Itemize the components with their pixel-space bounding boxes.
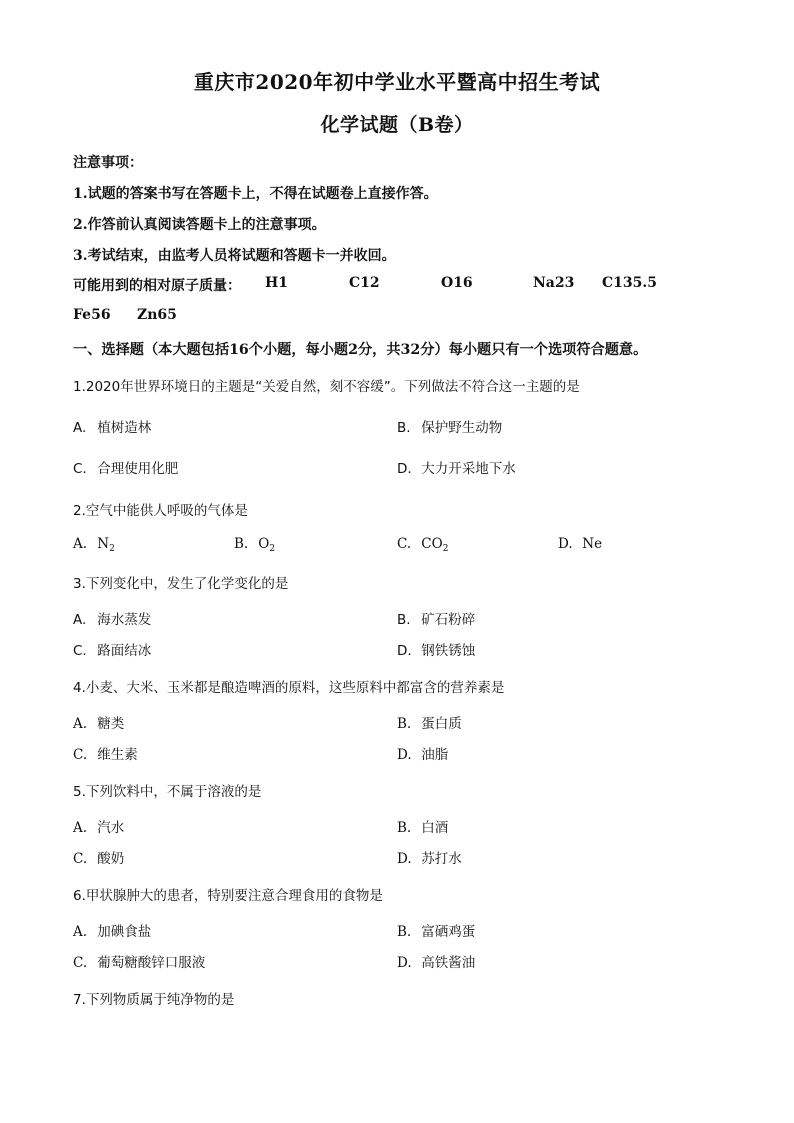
option-letter: D. [558, 536, 573, 552]
atomic-mass-value: Fe56 [73, 307, 111, 323]
option-letter: D. [397, 851, 412, 867]
atomic-mass-value: C12 [349, 275, 380, 291]
option-letter: D. [397, 461, 412, 477]
option-letter: B. [397, 924, 412, 940]
option-b [234, 536, 275, 554]
question-stem: 1.2020年世界环境日的主题是“关爱自然，刻不容缓”。下列做法不符合这一主题的是 [73, 379, 580, 395]
option-text: 大力开采地下水 [421, 461, 516, 477]
option-letter: C. [397, 536, 412, 552]
option-a [73, 608, 151, 628]
section-heading: 一、选择题（本大题包括16个小题，每小题2分，共32分）每小题只有一个选项符合题意。 [73, 342, 648, 358]
option-text: 海水蒸发 [97, 612, 152, 628]
option-subscript: 2 [269, 544, 276, 554]
option-text: 高铁酱油 [421, 955, 476, 971]
option-letter: A. [73, 612, 87, 628]
atomic-mass-value: H1 [265, 275, 288, 291]
option-d [397, 951, 475, 971]
question-stem: 5.下列饮料中，不属于溶液的是 [73, 784, 262, 800]
option-a [73, 712, 124, 732]
question-stem: 3.下列变化中，发生了化学变化的是 [73, 576, 289, 592]
option-c [397, 536, 448, 554]
exam-subtitle: 化学试题（B卷） [320, 114, 474, 136]
option-b [397, 416, 502, 436]
option-letter: B. [397, 716, 412, 732]
option-text: 酸奶 [97, 851, 125, 867]
option-d [397, 457, 516, 477]
option-b [397, 608, 475, 628]
option-c [73, 951, 205, 971]
question-stem: 2.空气中能供人呼吸的气体是 [73, 503, 248, 519]
option-d [397, 743, 448, 763]
option-d [397, 639, 475, 659]
option-b [397, 920, 475, 940]
option-letter: A. [73, 536, 88, 552]
option-letter: B. [397, 420, 411, 436]
option-text: 苏打水 [421, 851, 462, 867]
option-text: CO [421, 536, 443, 552]
option-text: 保护野生动物 [421, 420, 503, 436]
option-c [73, 847, 124, 867]
atomic-mass-value: O16 [441, 275, 473, 291]
notice-item: 3.考试结束，由监考人员将试题和答题卡一并收回。 [73, 248, 396, 264]
option-b [397, 712, 462, 732]
option-subscript: 2 [109, 544, 115, 554]
option-d [397, 847, 462, 867]
option-text: 白酒 [421, 820, 449, 836]
option-text: 蛋白质 [421, 716, 462, 732]
atomic-mass-value: Na23 [533, 275, 575, 291]
option-d [558, 536, 602, 554]
option-letter: C. [73, 461, 87, 477]
atomic-mass-label: 可能用到的相对原子质量： [73, 278, 241, 294]
question-stem: 6.甲状腺肿大的患者，特别要注意合理食用的食物是 [73, 888, 383, 904]
option-letter: A. [73, 924, 88, 940]
option-a [73, 416, 151, 436]
question-stem: 4.小麦、大米、玉米都是酿造啤酒的原料，这些原料中都富含的营养素是 [73, 680, 505, 696]
atomic-mass-value: C135.5 [602, 275, 657, 291]
option-letter: D. [397, 643, 412, 659]
option-letter: B. [397, 612, 411, 628]
option-text: 合理使用化肥 [97, 461, 179, 477]
option-letter: C. [73, 747, 88, 763]
notice-heading: 注意事项： [73, 155, 143, 171]
option-c [73, 743, 138, 763]
option-text: N [97, 536, 110, 552]
option-text: 加碘食盐 [97, 924, 152, 940]
option-text: 富硒鸡蛋 [421, 924, 476, 940]
option-letter: B. [234, 536, 249, 552]
option-a [73, 536, 115, 554]
option-text: 葡萄糖酸锌口服液 [97, 955, 206, 971]
option-text: 植树造林 [97, 420, 152, 436]
option-c [73, 457, 178, 477]
option-letter: C. [73, 955, 88, 971]
option-letter: A. [73, 820, 88, 836]
option-text: O [258, 536, 270, 552]
option-c [73, 639, 151, 659]
option-a [73, 816, 124, 836]
notice-item: 1.试题的答案书写在答题卡上，不得在试题卷上直接作答。 [73, 186, 438, 202]
option-text: 钢铁锈蚀 [421, 643, 476, 659]
atomic-mass-value: Zn65 [137, 307, 177, 323]
option-letter: A. [73, 716, 88, 732]
option-letter: D. [397, 747, 412, 763]
option-text: 油脂 [421, 747, 449, 763]
option-letter: C. [73, 851, 88, 867]
exam-title: 重庆市2020年初中学业水平暨高中招生考试 [193, 70, 601, 94]
option-text: 汽水 [97, 820, 125, 836]
option-text: 糖类 [97, 716, 125, 732]
question-stem: 7.下列物质属于纯净物的是 [73, 992, 235, 1008]
option-b [397, 816, 448, 836]
option-letter: A. [73, 420, 87, 436]
notice-item: 2.作答前认真阅读答题卡上的注意事项。 [73, 217, 326, 233]
option-text: 维生素 [97, 747, 138, 763]
option-text: 矿石粉碎 [421, 612, 476, 628]
option-text: 路面结冰 [97, 643, 152, 659]
option-letter: B. [397, 820, 412, 836]
option-a [73, 920, 151, 940]
option-text: Ne [582, 536, 603, 552]
option-subscript: 2 [442, 544, 449, 554]
option-letter: D. [397, 955, 412, 971]
option-letter: C. [73, 643, 87, 659]
